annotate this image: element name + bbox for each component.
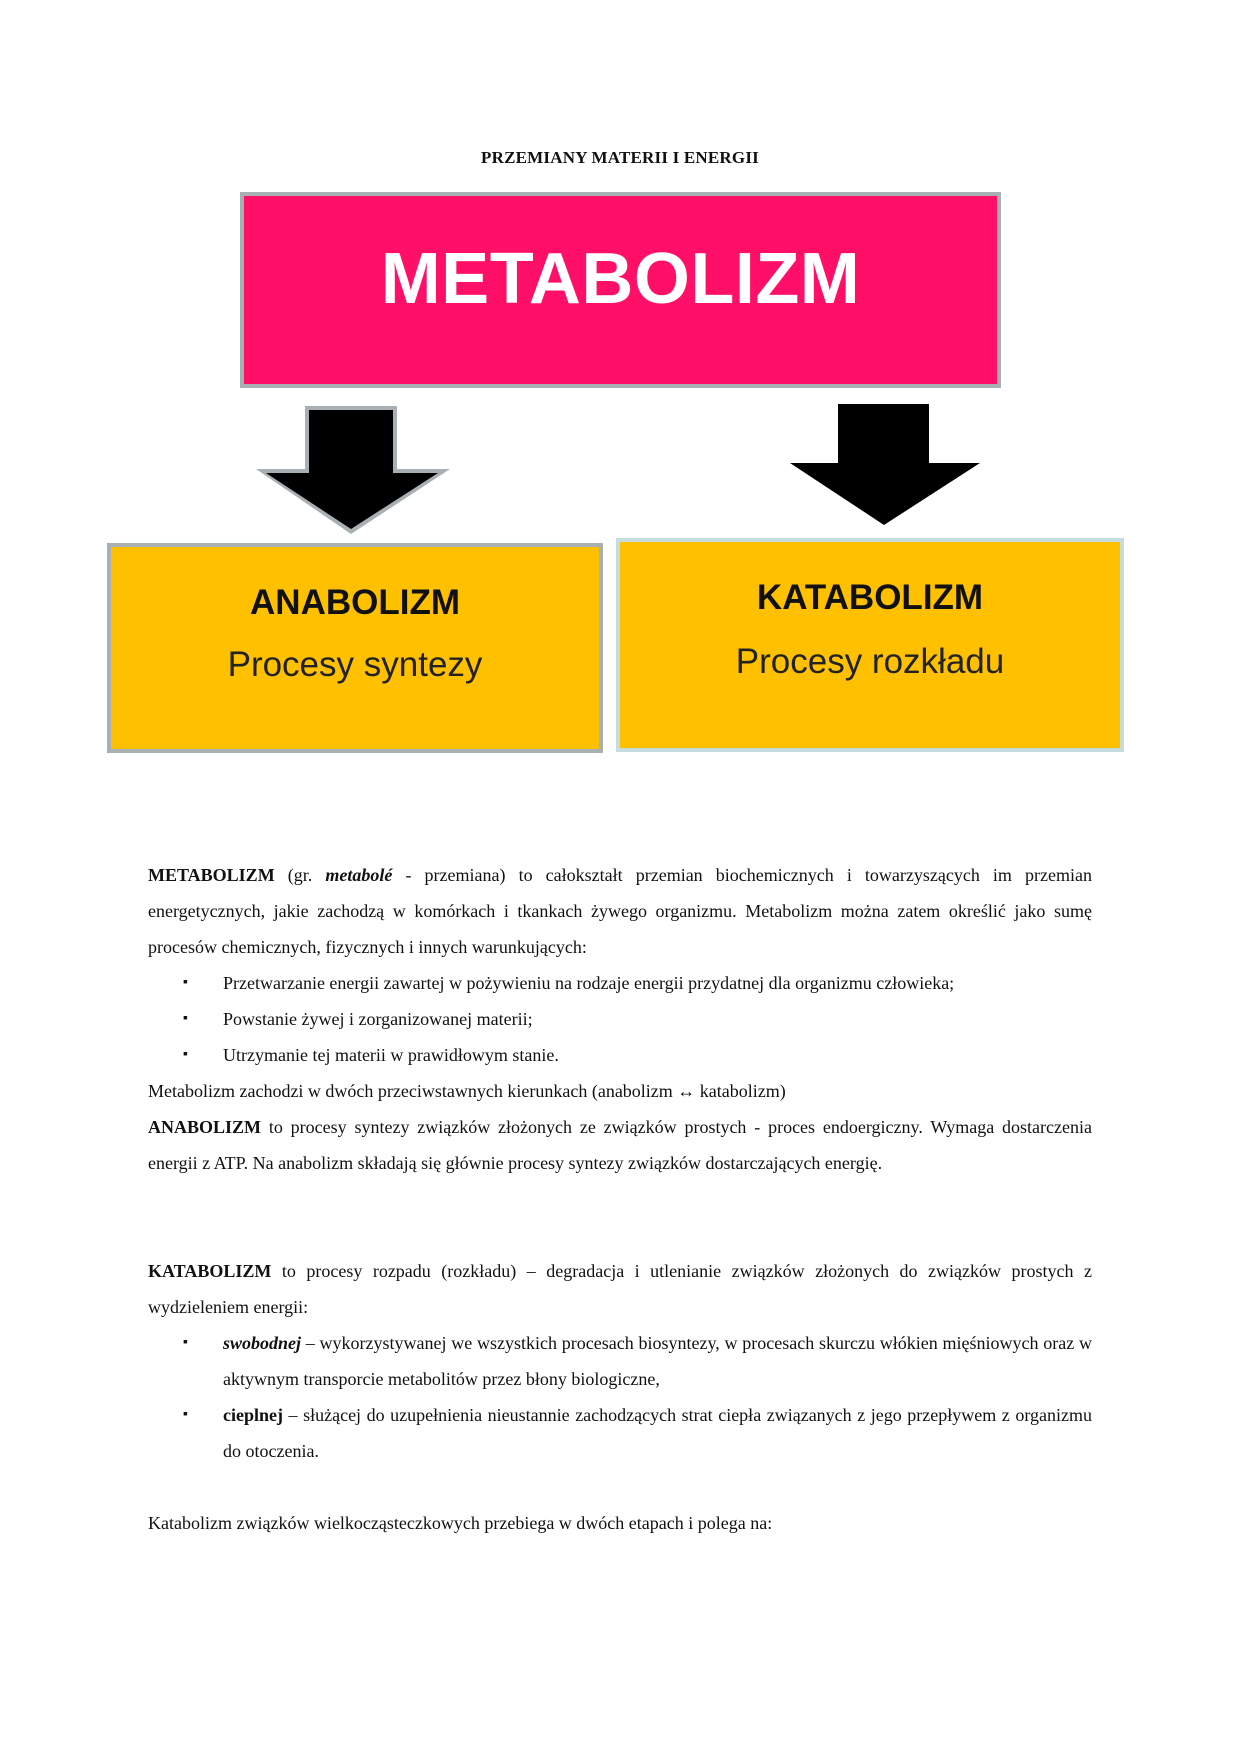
anabolism-paragraph xyxy=(148,1109,1092,1181)
energy-term-cieplnej: cieplnej xyxy=(223,1405,283,1425)
arrow-down-left-icon xyxy=(250,402,458,540)
anabolism-term: ANABOLIZM xyxy=(148,1117,262,1137)
energy-text-cieplnej: – służącej do uzupełnienia nieustannie zachodzących strat ciepła związanych z jego przepływem z organizmu do otoczenia. xyxy=(223,1405,1092,1461)
metabolizm-box-label: METABOLIZM xyxy=(380,239,861,319)
catabolism-term: KATABOLIZM xyxy=(148,1261,272,1281)
list-item: ▪ Utrzymanie tej materii w prawidłowym stanie. xyxy=(148,1037,1092,1073)
katabolizm-subtitle: Procesy rozkładu xyxy=(735,642,1005,681)
katabolizm-heading: KATABOLIZM xyxy=(756,578,984,617)
list-item: ▪ Powstanie żywej i zorganizowanej materii; xyxy=(148,1001,1092,1037)
page-title: PRZEMIANY MATERII I ENERGII xyxy=(481,148,759,167)
intro-greek-term: metabolé xyxy=(325,865,393,885)
directions-line: Metabolizm zachodzi w dwóch przeciwstawnych kierunkach (anabolizm ↔ katabolizm) xyxy=(148,1081,786,1101)
energy-term-swobodnej: swobodnej xyxy=(223,1333,302,1353)
catabolism-paragraph xyxy=(148,1253,1092,1325)
intro-part2: - przemiana) to całokształt przemian biochemicznych i towarzyszących im przemian energetycznych, jakie zachodzą w komórkach i tkankach żywego organizmu. Metabolizm można zatem określić jako sumę procesów chemicznych, fizycznych i innych warunkujących: xyxy=(148,865,1092,957)
katabolizm-box xyxy=(616,538,1124,752)
last-line: Katabolizm związków wielkocząsteczkowych przebiega w dwóch etapach i polega na: xyxy=(148,1513,773,1533)
arrow-down-right-icon xyxy=(785,400,985,530)
anabolizm-heading: ANABOLIZM xyxy=(250,583,460,622)
anabolism-text: to procesy syntezy związków złożonych ze związków prostych - proces endoergiczny. Wymaga dostarczenia energii z ATP. Na anabolizm składają się głównie procesy syntezy związków dostarczających energię. xyxy=(148,1117,1092,1173)
anabolizm-subtitle: Procesy syntezy xyxy=(227,645,483,684)
list-item xyxy=(148,1397,1092,1469)
metabolizm-box xyxy=(240,192,1001,388)
anabolizm-box xyxy=(107,543,603,753)
intro-part1: (gr. xyxy=(274,865,326,885)
list-item xyxy=(148,1325,1092,1397)
list-item: ▪ Przetwarzanie energii zawartej w pożywieniu na rodzaje energii przydatnej dla organizmu człowieka; xyxy=(148,965,1092,1001)
energy-bullet-list xyxy=(148,1325,1092,1469)
metabolism-bullet-list xyxy=(148,965,1092,1073)
intro-term: METABOLIZM xyxy=(148,865,275,885)
intro-paragraph xyxy=(148,857,1092,965)
energy-text-swobodnej: – wykorzystywanej we wszystkich procesach biosyntezy, w procesach skurczu włókien mięśniowych oraz w aktywnym transporcie metabolitów przez błony biologiczne, xyxy=(223,1333,1092,1389)
catabolism-text: to procesy rozpadu (rozkładu) – degradacja i utlenianie związków złożonych do związków prostych z wydzieleniem energii: xyxy=(148,1261,1092,1317)
